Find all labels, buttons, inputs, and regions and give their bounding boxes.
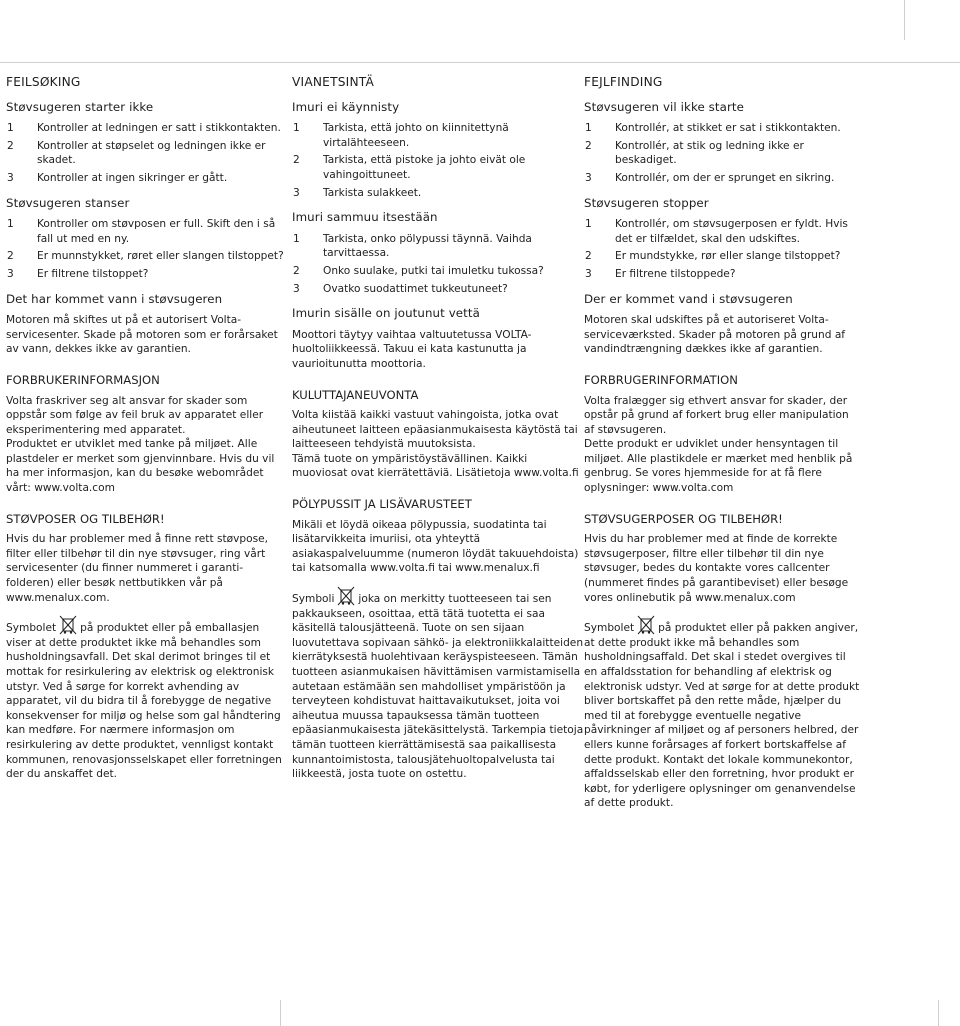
list-item: 3 Kontrollér, om der er sprunget en sikring. xyxy=(585,171,835,184)
paragraph: Motoren må skiftes ut på et autorisert Volta-servicesenter. Skade på motoren som er forårsaket av vann, dekkes ikke av garantien. xyxy=(6,314,278,356)
subheading: Støvsugeren stopper xyxy=(584,195,709,210)
list-item: 1 Tarkista, että johto on kiinnitettynä virtalähteeseen. xyxy=(293,122,509,149)
list-item: 2 Onko suulake, putki tai imuletku tukossa? xyxy=(293,264,544,277)
paragraph: Moottori täytyy vaihtaa valtuutetussa VOLTA-huoltoliikkeessä. Takuu ei kata kastunutta ja vaurioitunutta moottoria. xyxy=(292,328,532,370)
steps-list xyxy=(292,121,584,200)
top-rule xyxy=(0,62,960,63)
weee-paragraph: Symbolet på produktet eller på pakken angiver, at dette produkt ikke må behandles som husholdningsaffald. Det skal i stedet overgives til en affaldsstation for behandling af elektrisk og elektronisk udstyr. Ved at sørge for at dette produkt bliver bortskaffet på den rette måde, hjælper du med til at forebygge eventuelle negative påvirkninger af miljøet og af personers helbred, der ellers kunne forårsages af forkert bortskaffelse af dette produkt. Kontakt det lokale kommunekontor, affaldsselskab eller den forretning, hvor produkt er købt, for yderligere oplysninger om genanvendelse af dette produkt. xyxy=(584,615,862,811)
list-item: 3 Er filtrene tilstoppede? xyxy=(585,267,736,280)
section-heading: FORBRUKERINFORMASJON xyxy=(6,372,160,387)
column-norwegian xyxy=(6,72,287,782)
section-heading: STØVPOSER OG TILBEHØR! xyxy=(6,511,165,526)
section-heading: FORBRUGERINFORMATION xyxy=(584,372,738,387)
subheading: Støvsugeren stanser xyxy=(6,195,130,210)
section-title: VIANETSINTÄ xyxy=(292,75,375,89)
section-heading: KULUTTAJANEUVONTA xyxy=(292,387,419,402)
section-title: FEJLFINDING xyxy=(584,75,663,89)
subheading: Der er kommet vand i støvsugeren xyxy=(584,291,793,306)
list-item: 3 Er filtrene tilstoppet? xyxy=(7,267,149,280)
steps-list xyxy=(6,121,287,185)
subheading: Støvsugeren starter ikke xyxy=(6,99,154,114)
paragraph: Volta fralægger sig ethvert ansvar for skader, der opstår på grund af forkert brug eller manipulation af støvsugeren. xyxy=(584,394,849,436)
list-item: 3 Tarkista sulakkeet. xyxy=(293,186,422,199)
section-title: FEILSØKING xyxy=(6,75,81,89)
weee-paragraph: Symboli joka on merkitty tuotteeseen tai sen pakkaukseen, osoittaa, että tätä tuotetta ei saa käsitellä talousjätteenä. Tuote on sen sijaan luovutettava sopivaan sähkö- ja elektroniikkalaitteiden kierrätyksestä huolehtivaan keräyspisteeseen. Tämän tuotteen asianmukaisen hävittämisen varmistamisella autetaan estämään sen mahdolliset ympäristöön ja terveyteen kohdistuvat haittavaikutukset, joita voi aiheutua muussa tapauksessa tämän tuotteen epäasianmukaisesta jätekäsittelystä. Tarkempia tietoja tämän tuotteen kierrättämisestä saa paikallisesta kunnantoimistosta, talousjätehuoltopalvelusta tai liikkeestä, josta tuote on ostettu. xyxy=(292,586,584,782)
paragraph: Dette produkt er udviklet under hensyntagen til miljøet. Alle plastikdele er mærket med henblik på genbrug. Se vores hjemmeside for at få flere oplysninger: www.volta.com xyxy=(584,438,853,495)
paragraph: Hvis du har problemer med at finde de korrekte støvsugerposer, filtre eller tilbehør til din nye støvsuger, bedes du kontakte vores callcenter (nummeret findes på garantibeviset) eller besøge vores onlinebutik på www.menalux.com xyxy=(584,533,849,604)
crop-mark xyxy=(280,1000,281,1026)
list-item: 3 Kontroller at ingen sikringer er gått. xyxy=(7,171,228,184)
subheading: Støvsugeren vil ikke starte xyxy=(584,99,745,114)
weee-paragraph: Symbolet på produktet eller på emballasjen viser at dette produktet ikke må behandles som husholdningsavfall. Det skal derimot bringes til et mottak for resirkulering av elektrisk og elektronisk utstyr. Ved å sørge for korrekt avhending av apparatet, vil du bidra til å forebygge de negative konsekvenser for miljø og helse som gal håndtering kan medføre. For nærmere informasjon om resirkulering av dette produktet, vennligst kontakt kommunen, renovasjonsselskapet eller forretningen der du anskaffet det. xyxy=(6,615,287,782)
list-item: 3 Ovatko suodattimet tukkeutuneet? xyxy=(293,282,508,295)
subheading: Imuri ei käynnisty xyxy=(292,99,400,114)
crossed-bin-icon xyxy=(637,615,655,635)
list-item: 2 Er mundstykke, rør eller slange tilstoppet? xyxy=(585,250,841,263)
crossed-bin-icon xyxy=(337,586,355,606)
list-item: 1 Kontroller at ledningen er satt i stikkontakten. xyxy=(7,122,281,135)
crop-mark xyxy=(904,0,905,40)
paragraph: Tämä tuote on ympäristöystävällinen. Kaikki muoviosat ovat kierrätettäviä. Lisätietoja www.volta.fi xyxy=(292,452,579,480)
column-danish xyxy=(584,72,862,811)
list-item: 1 Tarkista, onko pölypussi täynnä. Vaihda tarvittaessa. xyxy=(293,232,532,260)
steps-list xyxy=(584,217,862,281)
column-finnish xyxy=(292,72,584,782)
subheading: Det har kommet vann i støvsugeren xyxy=(6,291,223,306)
paragraph: Volta kiistää kaikki vastuut vahingoista, jotka ovat aiheutuneet laitteen epäasianmukaisesta käytöstä tai laitteeseen tehdyistä muutoksista. xyxy=(292,409,578,451)
crop-mark xyxy=(938,1000,939,1026)
list-item: 1 Kontrollér, at stikket er sat i stikkontakten. xyxy=(585,122,841,135)
section-heading: PÖLYPUSSIT JA LISÄVARUSTEET xyxy=(292,497,472,512)
paragraph: Motoren skal udskiftes på et autoriseret Volta-serviceværksted. Skader på motoren på grund af vandindtrængning dækkes ikke af garantien. xyxy=(584,314,846,356)
paragraph: Produktet er utviklet med tanke på miljøet. Alle plastdeler er merket som gjenvinnbare. Hvis du vil ha mer informasjon, kan du besøke webområdet vårt: www.volta.com xyxy=(6,438,275,495)
crossed-bin-icon xyxy=(59,615,77,635)
list-item: 2 Er munnstykket, røret eller slangen tilstoppet? xyxy=(7,250,284,263)
paragraph: Hvis du har problemer med å finne rett støvpose, filter eller tilbehør til din nye støvsuger, ring vårt servicesenter (du finner nummeret i garanti-folderen) eller besøk nettbutikken vår på www.menalux.com. xyxy=(6,533,268,604)
steps-list xyxy=(292,232,584,296)
steps-list xyxy=(584,121,862,185)
steps-list xyxy=(6,217,287,281)
paragraph: Volta fraskriver seg alt ansvar for skader som oppstår som følge av feil bruk av apparatet eller eksperimentering med apparatet. xyxy=(6,394,264,436)
section-heading: STØVSUGERPOSER OG TILBEHØR! xyxy=(584,511,783,526)
list-item: 1 Kontroller om støvposen er full. Skift den i så fall ut med en ny. xyxy=(7,218,276,245)
list-item: 1 Kontrollér, om støvsugerposen er fyldt. Hvis det er tilfældet, skal den udskiftes. xyxy=(585,218,848,245)
subheading: Imurin sisälle on joutunut vettä xyxy=(292,306,480,321)
list-item: 2 Kontroller at støpselet og ledningen ikke er skadet. xyxy=(7,139,266,167)
subheading: Imuri sammuu itsestään xyxy=(292,210,438,225)
paragraph: Mikäli et löydä oikeaa pölypussia, suodatinta tai lisätarvikkeita imuriisi, ota yhteyttä asiakaspalveluumme (numeron löydät takuuehdoista) tai katsomalla www.volta.fi tai www.menalux.fi xyxy=(292,518,579,575)
list-item: 2 Tarkista, että pistoke ja johto eivät ole vahingoittuneet. xyxy=(293,154,526,181)
list-item: 2 Kontrollér, at stik og ledning ikke er beskadiget. xyxy=(585,139,804,167)
